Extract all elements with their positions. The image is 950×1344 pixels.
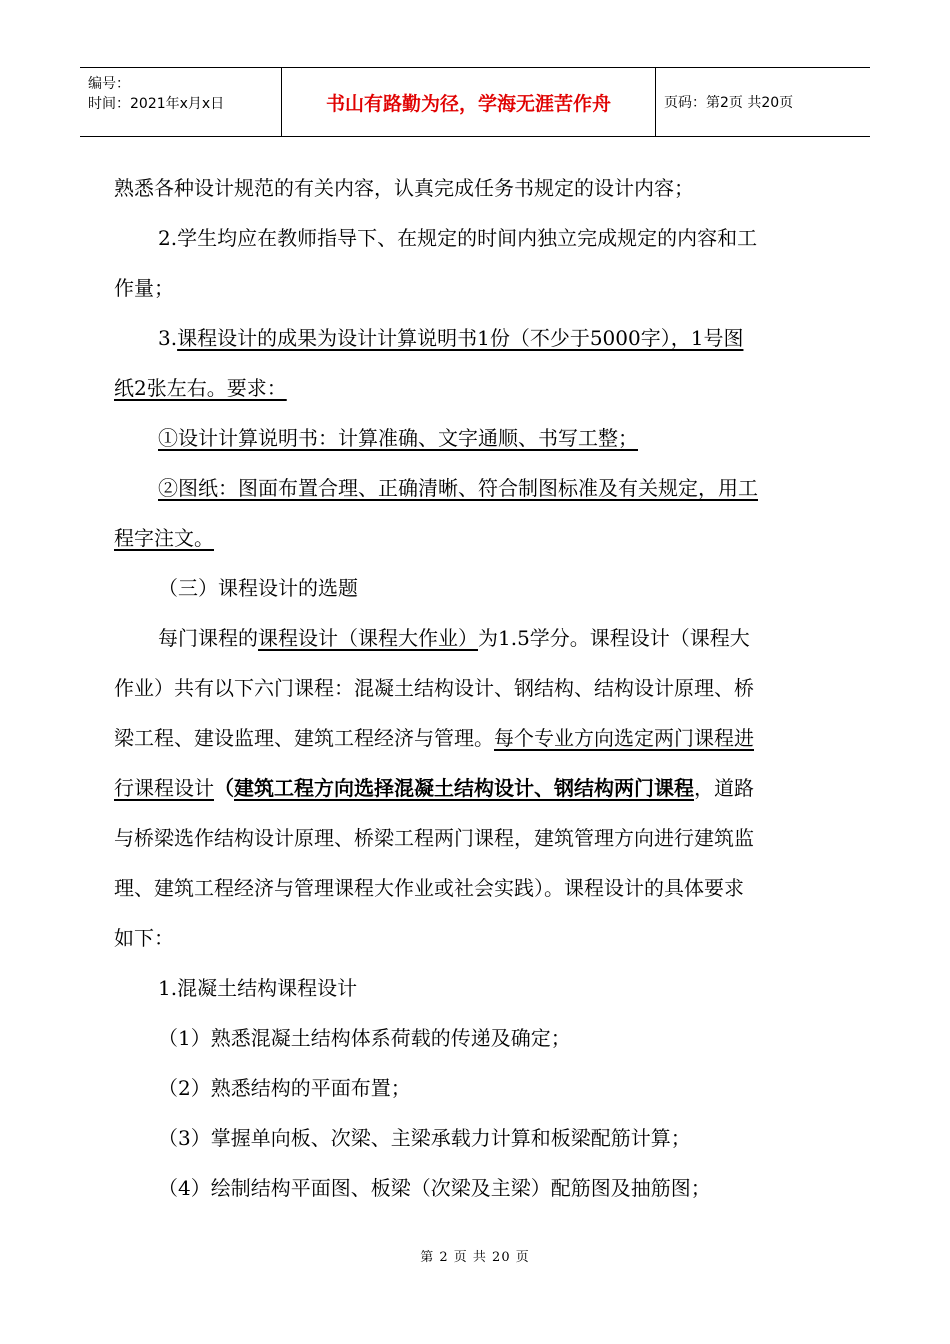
- text-line-12-a: 梁工程、建设监理、建筑工程经济与管理。: [114, 726, 494, 750]
- header-motto: 书山有路勤为径，学海无涯苦作舟: [282, 68, 656, 136]
- list-item-3: （3）掌握单向板、次梁、主梁承载力计算和板梁配筋计算；: [158, 1126, 691, 1150]
- list-item-4: （4）绘制结构平面图、板梁（次梁及主梁）配筋图及抽筋图；: [158, 1176, 711, 1200]
- text-line-12-underlined: 每个专业方向选定两门课程进: [494, 726, 754, 750]
- text-line-14: 与桥梁选作结构设计原理、桥梁工程两门课程，建筑管理方向进行建筑监: [114, 826, 754, 850]
- text-line-7: ②图纸：图面布置合理、正确清晰、符合制图标准及有关规定，用工: [158, 476, 758, 500]
- text-line-10-c: 为1.5学分。课程设计（课程大: [478, 626, 750, 650]
- header-page-info: 页码：第2页 共20页: [664, 95, 794, 111]
- header-meta: [80, 68, 282, 136]
- text-line-13-paren: （: [214, 776, 234, 800]
- text-line-6: ①设计计算说明书：计算准确、文字通顺、书写工整；: [158, 426, 638, 450]
- text-line-12: [114, 722, 754, 751]
- text-line-4: [158, 322, 743, 351]
- text-line-13-bold: 建筑工程方向选择混凝土结构设计、钢结构两门课程: [234, 776, 694, 800]
- text-line-1: 熟悉各种设计规范的有关内容，认真完成任务书规定的设计内容；: [114, 176, 694, 200]
- text-line-11: 作业）共有以下六门课程：混凝土结构设计、钢结构、结构设计原理、桥: [114, 676, 754, 700]
- text-line-13-underlined: 行课程设计: [114, 776, 214, 800]
- list-item-2: （2）熟悉结构的平面布置；: [158, 1076, 411, 1100]
- text-line-10: [158, 622, 750, 651]
- text-line-13: [114, 772, 754, 801]
- header-number: 编号：: [88, 76, 130, 92]
- text-line-10-a: 每门课程的: [158, 626, 258, 650]
- text-line-2: 2.学生均应在教师指导下、在规定的时间内独立完成规定的内容和工: [158, 226, 758, 250]
- text-line-4-underlined: 课程设计的成果为设计计算说明书1份（不少于5000字），1号图: [177, 326, 744, 350]
- page-footer: 第 2 页 共 20 页: [420, 1250, 530, 1265]
- text-line-8: 程字注文。: [114, 526, 214, 550]
- document-header: [80, 67, 870, 137]
- list-item-1: （1）熟悉混凝土结构体系荷载的传递及确定；: [158, 1026, 571, 1050]
- text-line-10-underlined: 课程设计（课程大作业）: [258, 626, 478, 650]
- text-line-16: 如下：: [114, 926, 174, 950]
- section-heading: （三）课程设计的选题: [158, 576, 358, 600]
- header-time: 时间：2021年x月x日: [88, 96, 225, 112]
- text-line-3: 作量；: [114, 276, 174, 300]
- text-line-4-prefix: 3.: [158, 326, 178, 350]
- text-line-5: 纸2张左右。要求：: [114, 376, 287, 400]
- text-line-13-d: ，道路: [694, 776, 754, 800]
- text-line-15: 理、建筑工程经济与管理课程大作业或社会实践）。课程设计的具体要求: [114, 876, 744, 900]
- subheading: 1.混凝土结构课程设计: [158, 976, 358, 1000]
